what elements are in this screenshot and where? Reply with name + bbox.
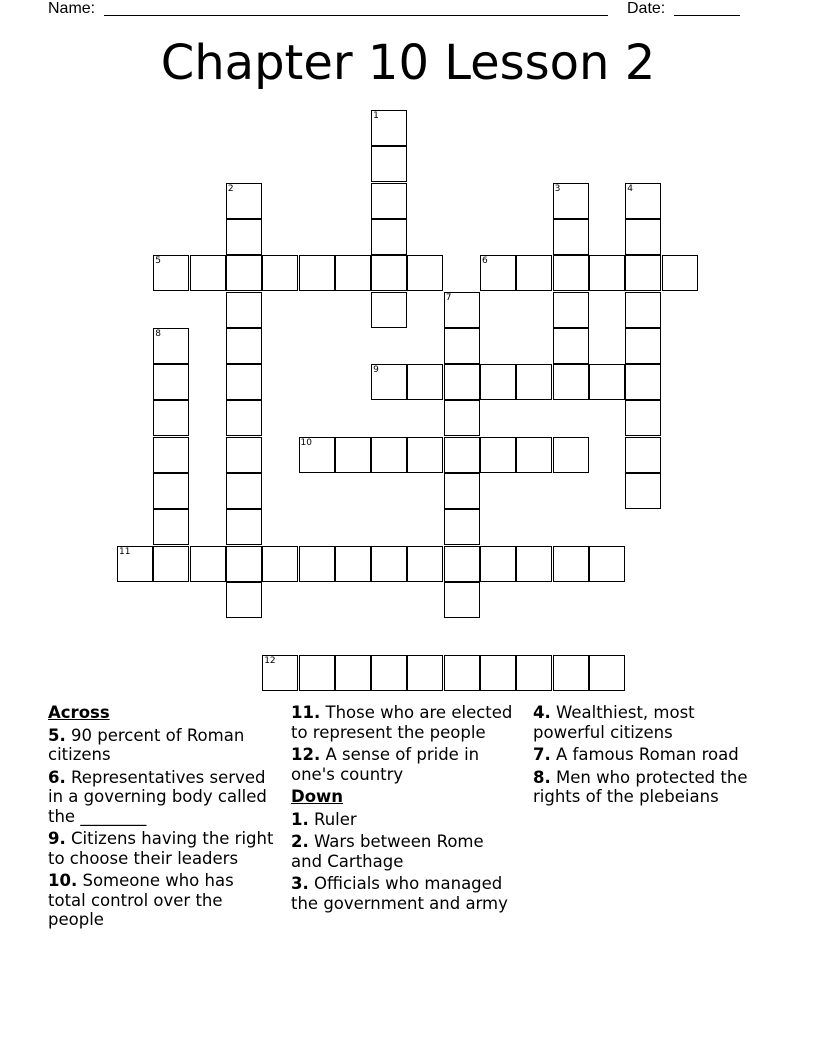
- crossword-cell[interactable]: [625, 219, 661, 255]
- crossword-cell[interactable]: [371, 183, 407, 219]
- clue-number: 1.: [291, 809, 309, 829]
- crossword-cell[interactable]: [226, 364, 262, 400]
- crossword-cell[interactable]: [153, 400, 189, 436]
- crossword-cell[interactable]: [444, 546, 480, 582]
- crossword-cell[interactable]: [407, 546, 443, 582]
- cell-number: 9: [373, 365, 379, 376]
- clue-text: Wealthiest, most powerful citizens: [533, 703, 695, 742]
- crossword-cell[interactable]: [335, 655, 371, 691]
- clue-text: Representatives served in a governing body called the ________: [48, 767, 267, 826]
- page-title: Chapter 10 Lesson 2: [160, 35, 656, 91]
- down-clue: [291, 810, 519, 830]
- clue-column-3: [533, 703, 761, 810]
- clue-column-2: [291, 703, 519, 916]
- name-label: Name:: [48, 0, 96, 17]
- across-clue: [291, 745, 519, 784]
- crossword-cell[interactable]: [153, 437, 189, 473]
- crossword-cell[interactable]: [444, 582, 480, 618]
- crossword-cell[interactable]: [226, 400, 262, 436]
- crossword-cell[interactable]: [625, 400, 661, 436]
- crossword-cell[interactable]: [226, 473, 262, 509]
- crossword-cell[interactable]: [335, 546, 371, 582]
- cell-number: 5: [155, 256, 162, 267]
- crossword-cell[interactable]: [407, 255, 443, 291]
- crossword-cell[interactable]: [444, 400, 480, 436]
- crossword-cell[interactable]: [662, 255, 698, 291]
- clue-number: 2.: [291, 832, 309, 851]
- crossword-cell[interactable]: [516, 655, 552, 691]
- crossword-cell[interactable]: [553, 183, 589, 219]
- crossword-cell[interactable]: [371, 364, 407, 400]
- crossword-cell[interactable]: [553, 328, 589, 364]
- crossword-cell[interactable]: [226, 255, 262, 291]
- crossword-cell[interactable]: [262, 655, 298, 691]
- crossword-cell[interactable]: [625, 364, 661, 400]
- clue-number: 3.: [291, 874, 309, 893]
- crossword-cell[interactable]: [407, 364, 443, 400]
- crossword-cell[interactable]: [553, 255, 589, 291]
- cell-number: 1: [373, 111, 379, 121]
- cell-number: 10: [300, 437, 312, 448]
- crossword-cell[interactable]: [625, 437, 661, 473]
- crossword-cell[interactable]: [153, 328, 189, 364]
- crossword-cell[interactable]: [553, 292, 589, 328]
- clue-number: 10.: [48, 871, 78, 890]
- crossword-cell[interactable]: [553, 655, 589, 691]
- crossword-cell[interactable]: [153, 509, 189, 545]
- crossword-cell[interactable]: [226, 546, 262, 582]
- crossword-cell[interactable]: [226, 509, 262, 545]
- crossword-cell[interactable]: [516, 364, 552, 400]
- crossword-cell[interactable]: [153, 255, 189, 291]
- crossword-cell[interactable]: [553, 437, 589, 473]
- crossword-cell[interactable]: [371, 110, 407, 146]
- crossword-cell[interactable]: [153, 364, 189, 400]
- crossword-cell[interactable]: [226, 437, 262, 473]
- across-clue: [48, 871, 276, 930]
- crossword-cell[interactable]: [335, 437, 371, 473]
- across-clue: [48, 829, 276, 868]
- across-heading: Across: [48, 703, 110, 722]
- down-heading: Down: [291, 787, 344, 806]
- crossword-cell[interactable]: [371, 655, 407, 691]
- crossword-cell[interactable]: [480, 255, 516, 291]
- crossword-cell[interactable]: [444, 473, 480, 509]
- clue-text: Wars between Rome and Carthage: [291, 832, 484, 871]
- crossword-cell[interactable]: [371, 255, 407, 291]
- crossword-cell[interactable]: [299, 655, 335, 691]
- clue-column-1: [48, 703, 276, 933]
- crossword-cell[interactable]: [226, 328, 262, 364]
- crossword-cell[interactable]: [589, 546, 625, 582]
- crossword-cell[interactable]: [480, 364, 516, 400]
- down-clue: [291, 832, 519, 871]
- clue-text: Officials who managed the government and army: [291, 874, 508, 913]
- crossword-cell[interactable]: [407, 655, 443, 691]
- clue-number: 5.: [48, 725, 66, 745]
- cell-number: 12: [264, 655, 276, 666]
- clue-text: 90 percent of Roman citizens: [48, 725, 245, 764]
- crossword-cell[interactable]: [226, 582, 262, 618]
- cell-number: 7: [445, 292, 452, 303]
- clue-text: A famous Roman road: [556, 745, 739, 764]
- crossword-cell[interactable]: [190, 546, 226, 582]
- clue-text: Those who are elected to represent the people: [291, 703, 513, 742]
- crossword-cell[interactable]: [625, 183, 661, 219]
- crossword-cell[interactable]: [407, 437, 443, 473]
- crossword-cell[interactable]: [480, 655, 516, 691]
- down-clue: [291, 874, 519, 913]
- down-clue: [533, 745, 761, 765]
- crossword-cell[interactable]: [335, 255, 371, 291]
- crossword-cell[interactable]: [190, 255, 226, 291]
- crossword-cell[interactable]: [589, 255, 625, 291]
- crossword-cell[interactable]: [444, 328, 480, 364]
- crossword-cell[interactable]: [589, 655, 625, 691]
- clue-number: 12.: [291, 745, 321, 764]
- clue-number: 6.: [48, 767, 66, 787]
- crossword-cell[interactable]: [480, 546, 516, 582]
- crossword-cell[interactable]: [299, 546, 335, 582]
- crossword-cell[interactable]: [625, 328, 661, 364]
- crossword-cell[interactable]: [444, 292, 480, 328]
- cell-number: 6: [482, 256, 488, 267]
- across-clue: [48, 726, 276, 765]
- crossword-cell[interactable]: [371, 219, 407, 255]
- clue-text: Someone who has total control over the people: [48, 871, 234, 929]
- clue-number: 11.: [291, 703, 321, 722]
- crossword-cell[interactable]: [226, 183, 262, 219]
- crossword-cell[interactable]: [371, 146, 407, 182]
- crossword-cell[interactable]: [625, 255, 661, 291]
- crossword-cell[interactable]: [153, 546, 189, 582]
- crossword-cell[interactable]: [262, 255, 298, 291]
- clue-text: Men who protected the rights of the plebeians: [533, 767, 748, 806]
- crossword-cell[interactable]: [444, 437, 480, 473]
- crossword-cell[interactable]: [625, 292, 661, 328]
- clue-text: Citizens having the right to choose their leaders: [48, 829, 274, 868]
- date-label: Date:: [627, 0, 666, 17]
- crossword-cell[interactable]: [480, 437, 516, 473]
- crossword-cell[interactable]: [299, 437, 335, 473]
- crossword-cell[interactable]: [625, 473, 661, 509]
- crossword-cell[interactable]: [444, 364, 480, 400]
- crossword-cell[interactable]: [516, 255, 552, 291]
- cell-number: 3: [554, 183, 561, 194]
- clue-number: 7.: [533, 745, 551, 764]
- cell-number: 8: [155, 328, 162, 339]
- crossword-cell[interactable]: [553, 219, 589, 255]
- crossword-cell[interactable]: [371, 292, 407, 328]
- clue-text: Ruler: [314, 809, 357, 829]
- crossword-cell[interactable]: [371, 437, 407, 473]
- clue-number: 8.: [533, 767, 551, 787]
- crossword-cell[interactable]: [589, 364, 625, 400]
- crossword-cell[interactable]: [553, 364, 589, 400]
- clue-number: 4.: [533, 703, 551, 722]
- cell-number: 11: [119, 546, 131, 557]
- across-clue: [48, 768, 276, 827]
- across-clue: [291, 703, 519, 742]
- crossword-cell[interactable]: [444, 509, 480, 545]
- cell-number: 2: [227, 183, 234, 194]
- clue-number: 9.: [48, 829, 66, 848]
- crossword-cell[interactable]: [226, 219, 262, 255]
- clue-text: A sense of pride in one's country: [291, 745, 480, 784]
- crossword-cell[interactable]: [153, 473, 189, 509]
- crossword-cell[interactable]: [226, 292, 262, 328]
- crossword-cell[interactable]: [516, 546, 552, 582]
- crossword-cell[interactable]: [516, 437, 552, 473]
- down-clue: [533, 768, 761, 807]
- crossword-cell[interactable]: [371, 546, 407, 582]
- crossword-cell[interactable]: [553, 546, 589, 582]
- down-clue: [533, 703, 761, 742]
- crossword-cell[interactable]: [444, 655, 480, 691]
- crossword-cell[interactable]: [262, 546, 298, 582]
- crossword-cell[interactable]: [299, 255, 335, 291]
- crossword-cell[interactable]: [117, 546, 153, 582]
- cell-number: 4: [627, 183, 633, 194]
